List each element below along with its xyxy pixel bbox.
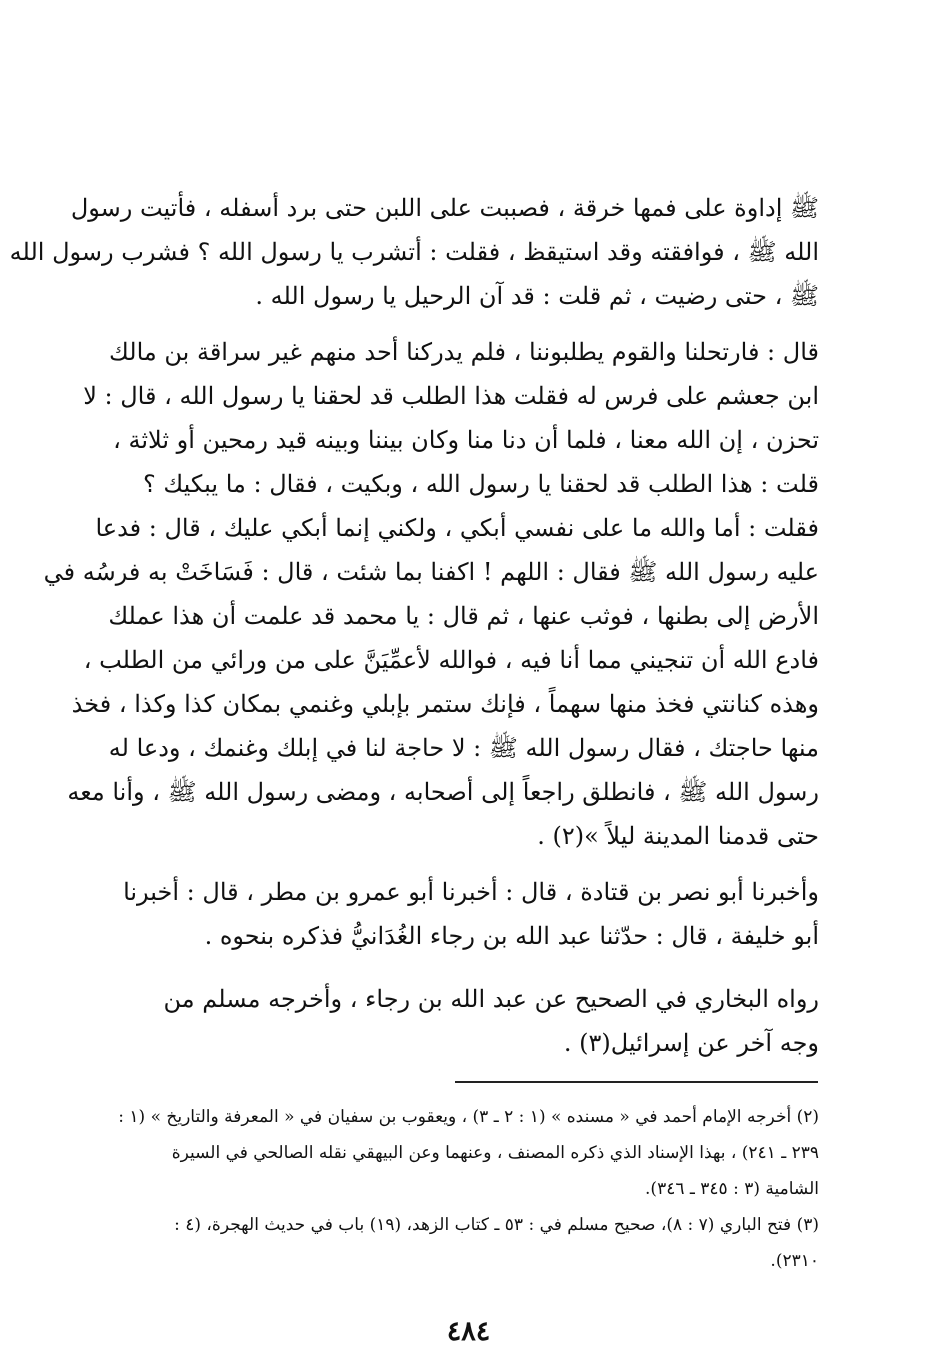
footnote-line: (٣) فتح الباري (٧ : ٨)، صحيح مسلم في : ٥٣ ـ كتاب الزهد، (١٩) باب في حديث الهجرة، (٤ : bbox=[174, 1215, 819, 1235]
text-line: قال : فارتحلنا والقوم يطلبوننا ، فلم يدركنا أحد منهم غير سراقة بن مالك bbox=[109, 338, 819, 366]
text-line: وأخبرنا أبو نصر بن قتادة ، قال : أخبرنا أبو عمرو بن مطر ، قال : أخبرنا bbox=[123, 878, 819, 906]
text-line: قلت : هذا الطلب قد لحقنا يا رسول الله ، وبكيت ، فقال : ما يبكيك ؟ bbox=[143, 470, 819, 498]
paragraph-2 bbox=[43, 330, 819, 858]
text-line: منها حاجتك ، فقال رسول الله ﷺ : لا حاجة لنا في إبلك وغنمك ، ودعا له bbox=[108, 734, 819, 762]
text-line: رسول الله ﷺ ، فانطلق راجعاً إلى أصحابه ، ومضى رسول الله ﷺ ، وأنا معه bbox=[67, 778, 819, 806]
footnote-divider bbox=[455, 1081, 818, 1083]
text-line: فادع الله أن تنجيني مما أنا فيه ، فوالله لأعمِّيَنَّ على من ورائي من الطلب ، bbox=[83, 646, 819, 674]
footnotes bbox=[92, 1099, 819, 1279]
text-line: وجه آخر عن إسرائيل(٣) . bbox=[563, 1029, 819, 1057]
footnote-line: (٢) أخرجه الإمام أحمد في « مسنده » (١ : ٢ ـ ٣) ، ويعقوب بن سفيان في « المعرفة والتاريخ » (١ : bbox=[118, 1107, 819, 1127]
footnote-line: ٢٣٩ ـ ٢٤١) ، بهذا الإسناد الذي ذكره المصنف ، وعنهما وعن البيهقي نقله الصالحي في السيرة bbox=[171, 1143, 819, 1163]
text-line: وهذه كنانتي فخذ منها سهماً ، فإنك ستمر بإبلي وغنمي بمكان كذا وكذا ، فخذ bbox=[71, 690, 819, 718]
text-line: الأرض إلى بطنها ، فوثب عنها ، ثم قال : يا محمد قد علمت أن هذا عملك bbox=[108, 602, 819, 630]
text-line: ابن جعشم على فرس له فقلت هذا الطلب قد لحقنا يا رسول الله ، قال : لا bbox=[83, 382, 819, 410]
text-line: عليه رسول الله ﷺ فقال : اللهم ! اكفنا بما شئت ، قال : فَسَاخَتْ به فرسُه في bbox=[43, 558, 819, 586]
footnote-line: الشامية (٣ : ٣٤٥ ـ ٣٤٦). bbox=[645, 1179, 819, 1199]
text-line: رواه البخاري في الصحيح عن عبد الله بن رجاء ، وأخرجه مسلم من bbox=[163, 985, 819, 1013]
text-line: الله ﷺ ، فوافقته وقد استيقظ ، فقلت : أتشرب يا رسول الله ؟ فشرب رسول الله bbox=[9, 238, 819, 266]
paragraph-3 bbox=[92, 870, 819, 958]
footnote-line: ٢٣١٠). bbox=[770, 1251, 819, 1271]
text-line: تحزن ، إن الله معنا ، فلما أن دنا منا وكان بيننا وبينه قيد رمحين أو ثلاثة ، bbox=[113, 426, 819, 454]
text-line: ﷺ ، حتى رضيت ، ثم قلت : قد آن الرحيل يا رسول الله . bbox=[255, 282, 819, 310]
text-line: فقلت : أما والله ما على نفسي أبكي ، ولكني إنما أبكي عليك ، قال : فدعا bbox=[95, 514, 819, 542]
text-line: حتى قدمنا المدينة ليلاً »(٢) . bbox=[537, 822, 819, 850]
paragraph-4 bbox=[92, 977, 819, 1065]
page-number: ٤٨٤ bbox=[446, 1316, 491, 1347]
text-line: ﷺ إداوة على فمها خرقة ، فصببت على اللبن حتى برد أسفله ، فأتيت رسول bbox=[70, 194, 819, 222]
paragraph-1 bbox=[9, 186, 819, 318]
text-line: أبو خليفة ، قال : حدّثنا عبد الله بن رجاء الغُدَانيُّ فذكره بنحوه . bbox=[204, 922, 819, 950]
